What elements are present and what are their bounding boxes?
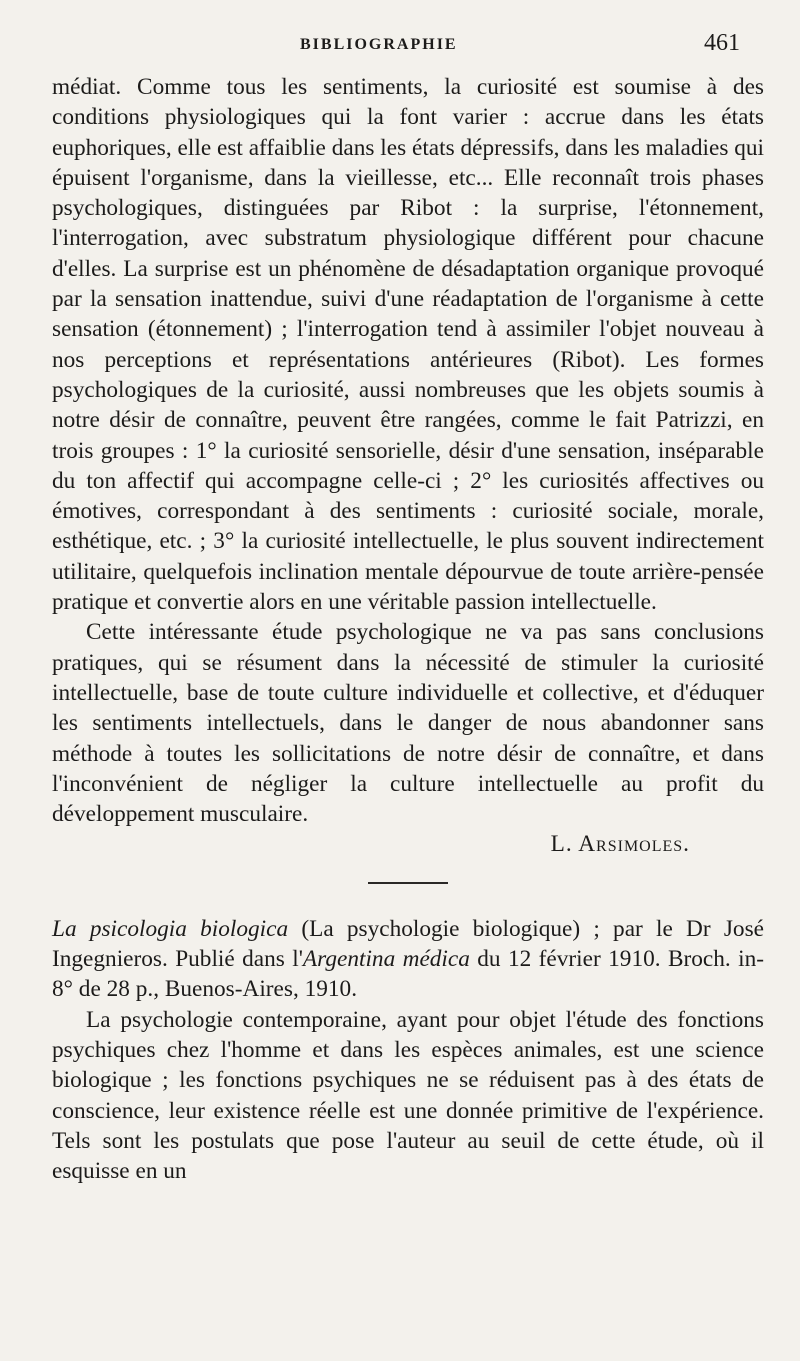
review1-paragraph2: Cette intéressante étude psychologique ne va pas sans conclusions pratiques, qui se résument dans la nécessité de stimuler la curiosité intellectuelle, base de toute culture individuelle et collective, et d'éduquer les sentiments intellectuels, dans le danger de nous abandonner sans méthode à toutes les sollicitations de notre désir de connaître, et dans l'inconvénient de négliger la culture intellectuelle au profit du développement musculaire.: [52, 619, 764, 828]
review2-paragraph1: La psychologie contemporaine, ayant pour objet l'étude des fonctions psychiques chez l'homme et dans les espèces animales, est une science biologique ; les fonctions psychiques ne se réduisent pas à des états de conscience, leur existence réelle est une donnée primitive de l'expérience. Tels sont les postulats que pose l'auteur au seuil de cette étude, où il esquisse en un: [52, 1006, 764, 1185]
review1-paragraph1: médiat. Comme tous les sentiments, la curiosité est soumise à des conditions physiologiques qui la font varier : accrue dans les états euphoriques, elle est affaiblie dans les états dépressifs, dans les maladies qui épuisent l'organisme, dans la vieillesse, etc... Elle reconnaît trois phases psychologiques, distinguées par Ribot : la surprise, l'étonnement, l'interrogation, avec substratum physiologique différent pour chacune d'elles. La surprise est un phénomène de désadaptation organique provoqué par la sensation inattendue, suivi d'une réadaptation de l'organisme à cette sensation (étonnement) ; l'interrogation tend à assimiler l'objet nouveau à nos perceptions et représentations antérieures (Ribot). Les formes psychologiques de la curiosité, aussi nombreuses que les objets soumis à notre désir de connaître, peuvent être rangées, comme le fait Patrizzi, en trois groupes : 1° la curiosité sensorielle, désir d'une sensation, inséparable du ton affectif qui accompagne celle-ci ; 2° les curiosités affectives ou émotives, correspondant à des sentiments : curiosité sociale, morale, esthétique, etc. ; 3° la curiosité intellectuelle, le plus souvent indirectement utilitaire, quelquefois inclination mentale dépourvue de toute arrière-pensée pratique et convertie alors en une véritable passion intellectuelle.: [52, 74, 764, 616]
running-head: BIBLIOGRAPHIE: [300, 36, 458, 53]
review2-citation-rest: (La psychologie biologique) ; par le Dr José Ingegnieros. Publié dans l': [52, 915, 764, 973]
page-number: 461: [704, 30, 740, 56]
page-header: [0, 30, 800, 64]
review2-title: La psicologia biologica: [52, 915, 289, 942]
section-divider: [368, 882, 448, 884]
review2-citation-end: du 12 février 1910. Broch. in-8° de 28 p., Buenos-Aires, 1910.: [52, 946, 764, 1003]
review1-signature: L. Arsimoles.: [550, 831, 690, 858]
page-body: [52, 72, 764, 1186]
review2-journal: Argentina médica: [302, 946, 470, 973]
review2-citation: [52, 914, 764, 1005]
